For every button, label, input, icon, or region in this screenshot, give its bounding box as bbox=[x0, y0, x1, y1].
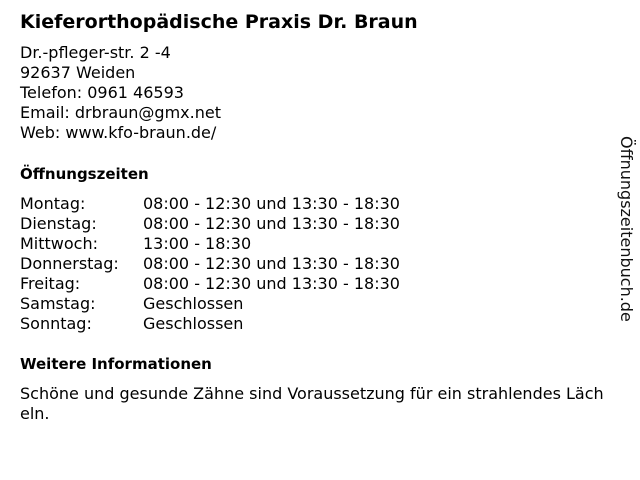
side-watermark-label: Öffnungszeitenbuch.de bbox=[617, 136, 636, 322]
day-label: Dienstag: bbox=[20, 214, 97, 233]
opening-hours-table bbox=[20, 194, 400, 334]
city-line: 92637 Weiden bbox=[20, 63, 136, 82]
day-hours: 08:00 - 12:30 und 13:30 - 18:30 bbox=[143, 194, 400, 213]
more-info-text: Schöne und gesunde Zähne sind Voraussetzung für ein strahlendes Lächeln. bbox=[20, 384, 604, 423]
day-label: Sonntag: bbox=[20, 314, 92, 333]
address-block bbox=[20, 43, 221, 143]
email-line: Email: drbraun@gmx.net bbox=[20, 103, 221, 122]
day-hours: 13:00 - 18:30 bbox=[143, 234, 252, 253]
day-label: Freitag: bbox=[20, 274, 81, 293]
day-label: Mittwoch: bbox=[20, 234, 98, 253]
hours-row bbox=[20, 234, 400, 254]
street-line: Dr.-pfleger-str. 2 -4 bbox=[20, 43, 171, 62]
practice-name: Kieferorthopädische Praxis Dr. Braun bbox=[20, 11, 418, 33]
hours-row bbox=[20, 194, 400, 214]
opening-hours-heading: Öffnungszeiten bbox=[20, 165, 149, 183]
hours-row bbox=[20, 314, 400, 334]
day-label: Donnerstag: bbox=[20, 254, 119, 273]
more-info-heading: Weitere Informationen bbox=[20, 355, 212, 373]
day-hours: Geschlossen bbox=[143, 294, 244, 313]
hours-row bbox=[20, 214, 400, 234]
day-hours: Geschlossen bbox=[143, 314, 244, 333]
hours-row bbox=[20, 254, 400, 274]
day-hours: 08:00 - 12:30 und 13:30 - 18:30 bbox=[143, 274, 400, 293]
web-line: Web: www.kfo-braun.de/ bbox=[20, 123, 217, 142]
day-label: Samstag: bbox=[20, 294, 96, 313]
day-hours: 08:00 - 12:30 und 13:30 - 18:30 bbox=[143, 254, 400, 273]
day-hours: 08:00 - 12:30 und 13:30 - 18:30 bbox=[143, 214, 400, 233]
phone-line: Telefon: 0961 46593 bbox=[20, 83, 184, 102]
day-label: Montag: bbox=[20, 194, 86, 213]
hours-row bbox=[20, 274, 400, 294]
hours-row bbox=[20, 294, 400, 314]
